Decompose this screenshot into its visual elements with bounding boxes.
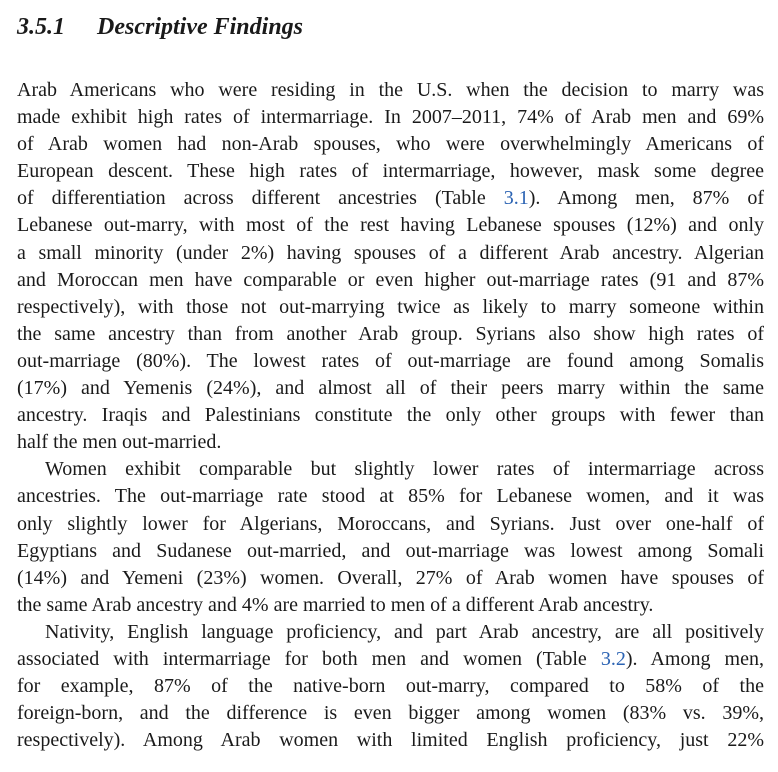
text-line — [17, 646, 764, 673]
table-reference-link[interactable]: 3.1 — [503, 187, 529, 210]
text-segment: associated with intermarriage for both men and women (Table — [17, 647, 601, 670]
text-line: European descent. These high rates of intermarriage, however, mask some degree — [17, 160, 764, 183]
text-segment: ). Among men, 87% of — [528, 187, 764, 210]
section-number: 3.5.1 — [17, 14, 65, 40]
text-line: out-marriage (80%). The lowest rates of out-marriage are found among Somalis — [17, 349, 764, 372]
table-reference-link[interactable]: 3.2 — [600, 647, 626, 670]
text-line: made exhibit high rates of intermarriage. In 2007–2011, 74% of Arab men and 69% — [17, 106, 764, 129]
text-line: (14%) and Yemeni (23%) women. Overall, 27% of Arab women have spouses of — [17, 566, 764, 589]
text-line: respectively). Among Arab women with limited English proficiency, just 22% — [17, 729, 764, 752]
text-line: and Moroccan men have comparable or even higher out-marriage rates (91 and 87% — [17, 268, 764, 291]
text-line: only slightly lower for Algerians, Moroccans, and Syrians. Just over one-half of — [17, 512, 764, 535]
paragraph — [17, 456, 764, 619]
text-line: ancestry. Iraqis and Palestinians constitute the only other groups with fewer than — [17, 404, 764, 427]
section-heading — [17, 10, 303, 44]
text-line: Arab Americans who were residing in the U.S. when the decision to marry was — [17, 79, 764, 101]
text-line — [17, 185, 764, 212]
paragraph — [17, 619, 764, 754]
text-line: half the men out-married. — [17, 431, 222, 454]
text-line: for example, 87% of the native-born out-marry, compared to 58% of the — [17, 675, 764, 698]
text-line: the same ancestry than from another Arab group. Syrians also show high rates of — [17, 322, 764, 345]
text-line: ancestries. The out-marriage rate stood at 85% for Lebanese women, and it was — [17, 485, 764, 508]
body-text — [17, 77, 764, 754]
text-segment: ). Among men, — [625, 647, 764, 670]
text-line: foreign-born, and the difference is even bigger among women (83% vs. 39%, — [17, 702, 764, 725]
section-title: Descriptive Findings — [97, 14, 304, 40]
text-line: a small minority (under 2%) having spouses of a different Arab ancestry. Algerian — [17, 241, 764, 264]
paragraph — [17, 77, 764, 456]
text-segment: of differentiation across different ancestries (Table — [17, 187, 504, 210]
text-line: Lebanese out-marry, with most of the rest having Lebanese spouses (12%) and only — [17, 214, 764, 237]
text-line: Nativity, English language proficiency, and part Arab ancestry, are all positively — [45, 620, 764, 643]
text-line: Women exhibit comparable but slightly lower rates of intermarriage across — [45, 458, 764, 481]
text-line: the same Arab ancestry and 4% are married to men of a different Arab ancestry. — [17, 593, 654, 616]
text-line: Egyptians and Sudanese out-married, and out-marriage was lowest among Somali — [17, 539, 764, 562]
text-line: (17%) and Yemenis (24%), and almost all of their peers marry within the same — [17, 377, 764, 400]
text-line: of Arab women had non-Arab spouses, who were overwhelmingly Americans of — [17, 133, 764, 156]
text-line: respectively), with those not out-marrying twice as likely to marry someone within — [17, 295, 764, 318]
